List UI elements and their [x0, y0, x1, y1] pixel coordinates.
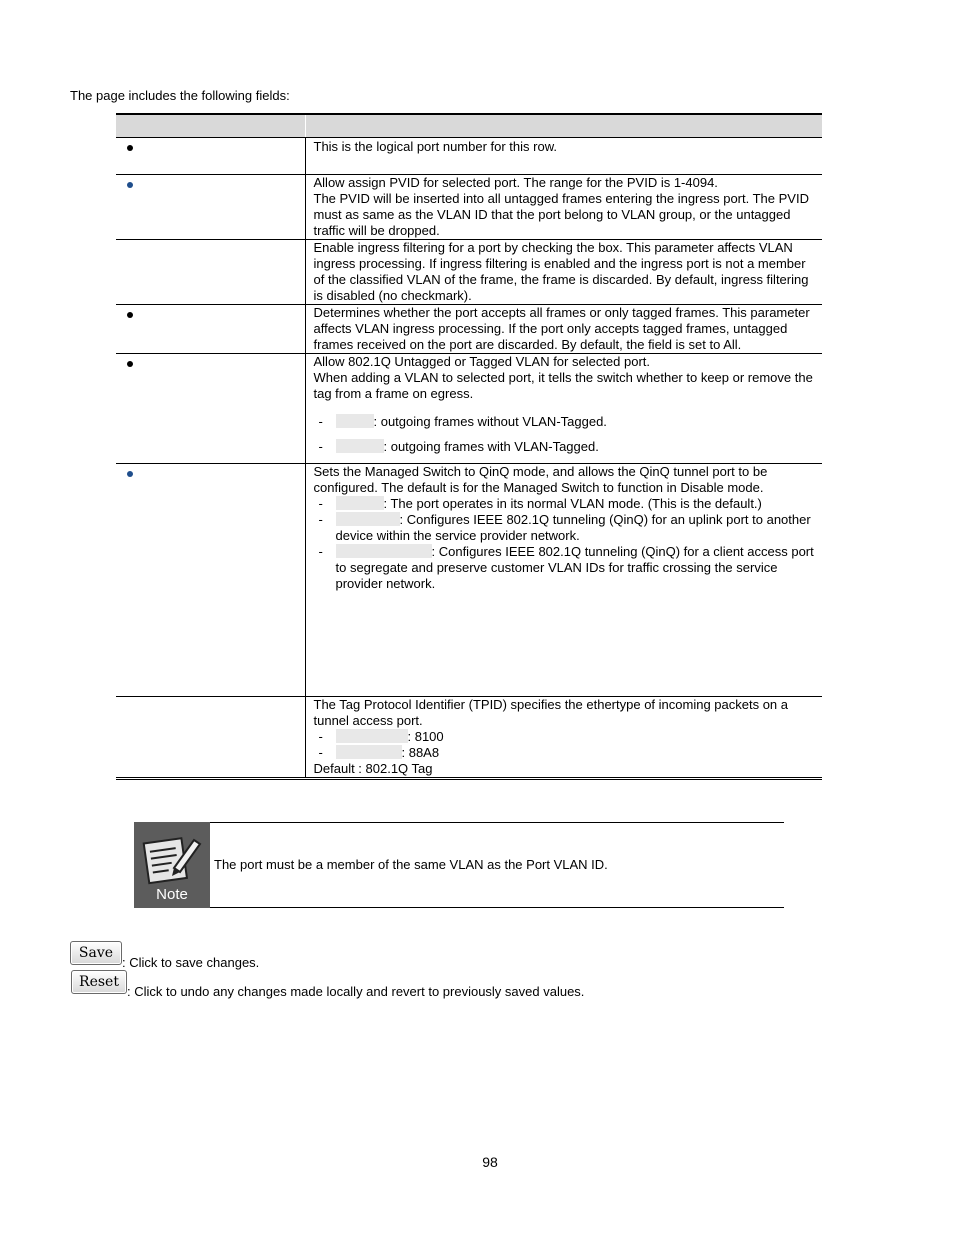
list-item: - : The port operates in its normal VLAN mode. (This is the default.) [318, 496, 762, 511]
bullet-icon [127, 361, 133, 367]
reset-description: : Click to undo any changes made locally and revert to previously saved values. [127, 984, 585, 999]
reset-button[interactable]: Reset [71, 970, 127, 994]
row-text: Allow assign PVID for selected port. The range for the PVID is 1-4094. [313, 175, 718, 190]
list-item: - : Configures IEEE 802.1Q tunneling (QinQ) for an uplink port to another device within the service provider network. [318, 512, 811, 543]
row-text: The Tag Protocol Identifier (TPID) specifies the ethertype of incoming packets on a tunnel access port. [313, 697, 788, 728]
list-item: - : outgoing frames without VLAN-Tagged. [318, 414, 607, 429]
save-description: : Click to save changes. [122, 955, 260, 970]
bullet-icon [127, 471, 133, 477]
row-footer: Default : 802.1Q Tag [313, 761, 433, 776]
page-number: 98 [482, 1154, 498, 1170]
list-item: - : Configures IEEE 802.1Q tunneling (QinQ) for a client access port to segregate and preserve customer VLAN IDs for traffic crossing the service provider network. [318, 544, 814, 591]
table-header [116, 114, 822, 138]
intro-text: The page includes the following fields: [70, 88, 290, 103]
row-text: Determines whether the port accepts all frames or only tagged frames. This parameter affects VLAN ingress processing. If the port only accepts tagged frames, untagged frames received on the port are discarded. By default, the field is set to All. [313, 305, 810, 352]
header-object-cell [116, 114, 305, 138]
divider [210, 907, 784, 908]
note-box [134, 822, 784, 908]
row-text: When adding a VLAN to selected port, it tells the switch whether to keep or remove the tag from a frame on egress. [313, 370, 813, 401]
note-icon [134, 822, 210, 908]
table-row [116, 175, 822, 240]
fields-table [116, 113, 822, 780]
note-text: The port must be a member of the same VLAN as the Port VLAN ID. [214, 857, 608, 872]
svg-text:Note: Note [156, 886, 188, 903]
header-description-cell [305, 114, 822, 138]
reset-row [71, 970, 585, 999]
table-row [116, 138, 822, 175]
list-item: - : 8100 [318, 729, 444, 744]
bullet-icon [127, 312, 133, 318]
table-row [116, 305, 822, 354]
save-button[interactable]: Save [70, 941, 122, 965]
table-row [116, 354, 822, 464]
row-text: Enable ingress filtering for a port by checking the box. This parameter affects VLAN ingress processing. If ingress filtering is enabled and the ingress port is not a member of the classified VLAN of the frame, the frame is discarded. By default, ingress filtering is disabled (no checkmark). [313, 240, 809, 303]
list-item: - : outgoing frames with VLAN-Tagged. [318, 439, 599, 454]
save-row [70, 941, 260, 970]
row-text: The PVID will be inserted into all untagged frames entering the ingress port. The PVID must as same as the VLAN ID that the port belong to VLAN group, or the untagged traffic will be dropped. [313, 191, 809, 238]
bullet-icon [127, 145, 133, 151]
row-text: Sets the Managed Switch to QinQ mode, and allows the QinQ tunnel port to be configured. The default is for the Managed Switch to function in Disable mode. [313, 464, 768, 495]
bullet-icon [127, 182, 133, 188]
row-text: Allow 802.1Q Untagged or Tagged VLAN for selected port. [313, 354, 651, 369]
table-row [116, 697, 822, 779]
row-text: This is the logical port number for this row. [313, 139, 557, 154]
table-row [116, 240, 822, 305]
list-item: - : 88A8 [318, 745, 440, 760]
divider [210, 822, 784, 823]
table-row [116, 464, 822, 697]
